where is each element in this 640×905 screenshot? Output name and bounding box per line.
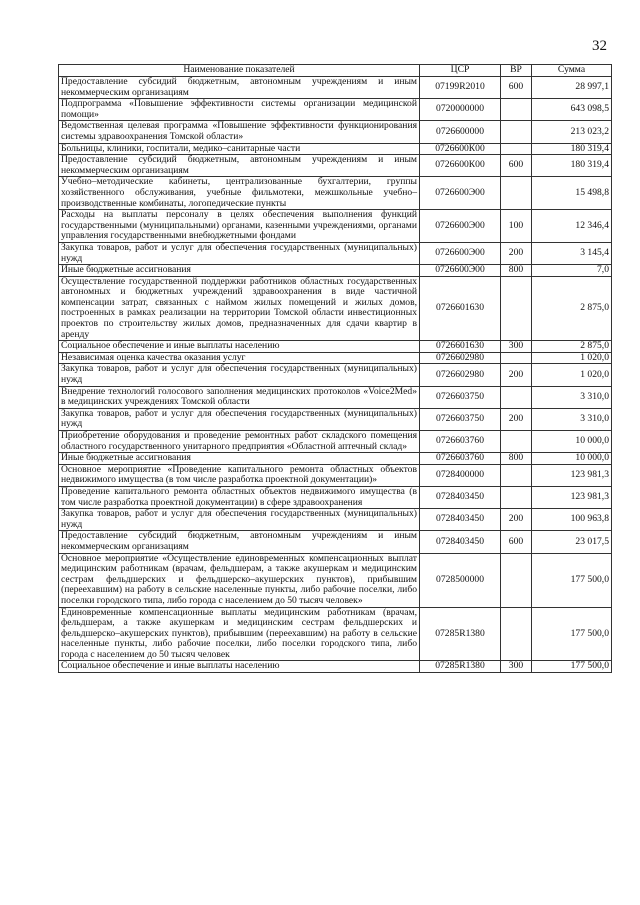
row-vr: 300 <box>501 341 532 353</box>
table-row <box>59 341 612 353</box>
row-csr: 0720000000 <box>420 99 501 121</box>
header-vr: ВР <box>501 65 532 77</box>
row-csr: 0726603750 <box>420 386 501 408</box>
row-vr: 200 <box>501 408 532 430</box>
table-row <box>59 155 612 177</box>
row-name: Иные бюджетные ассигнования <box>59 265 420 277</box>
row-vr <box>501 431 532 453</box>
row-vr: 600 <box>501 77 532 99</box>
header-name: Наименование показателей <box>59 65 420 77</box>
row-csr: 0726601630 <box>420 341 501 353</box>
table-row <box>59 265 612 277</box>
row-vr <box>501 486 532 508</box>
row-sum: 10 000,0 <box>532 453 612 465</box>
table-row <box>59 177 612 210</box>
row-sum: 643 098,5 <box>532 99 612 121</box>
row-name: Социальное обеспечение и иные выплаты населению <box>59 661 420 673</box>
table-header-row <box>59 65 612 77</box>
row-vr: 100 <box>501 210 532 243</box>
row-vr <box>501 607 532 661</box>
row-csr: 07285R1380 <box>420 607 501 661</box>
row-name: Внедрение технологий голосового заполнения медицинских протоколов «Voice2Med» в медицинских учреждениях Томской области <box>59 386 420 408</box>
row-csr: 0728400000 <box>420 464 501 486</box>
row-name: Учебно–методические кабинеты, централизованные бухгалтерии, группы хозяйственного обслуживания, учебные фильмотеки, межшкольные учебно–производственные комбинаты, логопедические пункты <box>59 177 420 210</box>
row-vr <box>501 464 532 486</box>
row-sum: 100 963,8 <box>532 509 612 531</box>
page-number: 32 <box>592 38 607 54</box>
table-row <box>59 607 612 661</box>
row-name: Иные бюджетные ассигнования <box>59 453 420 465</box>
table-row <box>59 77 612 99</box>
row-sum: 123 981,3 <box>532 464 612 486</box>
row-csr: 07199R2010 <box>420 77 501 99</box>
table-row <box>59 352 612 364</box>
row-sum: 10 000,0 <box>532 431 612 453</box>
row-name: Основное мероприятие «Проведение капитального ремонта областных объектов недвижимого имущества (в том числе разработка проектной документации)» <box>59 464 420 486</box>
table-row <box>59 453 612 465</box>
row-name: Больницы, клиники, госпитали, медико–санитарные части <box>59 143 420 155</box>
row-csr: 0728500000 <box>420 553 501 607</box>
row-vr <box>501 177 532 210</box>
row-name: Ведомственная целевая программа «Повышение эффективности функционирования системы здравоохранения Томской области» <box>59 121 420 143</box>
table-row <box>59 431 612 453</box>
row-name: Закупка товаров, работ и услуг для обеспечения государственных (муниципальных) нужд <box>59 364 420 386</box>
row-sum: 177 500,0 <box>532 661 612 673</box>
table-row <box>59 408 612 430</box>
row-sum: 123 981,3 <box>532 486 612 508</box>
row-sum: 12 346,4 <box>532 210 612 243</box>
row-name: Предоставление субсидий бюджетным, автономным учреждениям и иным некоммерческим организациям <box>59 531 420 553</box>
row-vr: 800 <box>501 265 532 277</box>
row-name: Закупка товаров, работ и услуг для обеспечения государственных (муниципальных) нужд <box>59 408 420 430</box>
row-name: Закупка товаров, работ и услуг для обеспечения государственных (муниципальных) нужд <box>59 242 420 264</box>
row-csr: 0726600Э00 <box>420 210 501 243</box>
row-sum: 180 319,4 <box>532 143 612 155</box>
table-row <box>59 464 612 486</box>
table-row <box>59 509 612 531</box>
table-row <box>59 386 612 408</box>
table-row <box>59 531 612 553</box>
row-sum: 180 319,4 <box>532 155 612 177</box>
row-vr <box>501 553 532 607</box>
row-csr: 0726603760 <box>420 453 501 465</box>
row-name: Осуществление государственной поддержки работников областных государственных автономных и бюджетных учреждений здравоохранения в виде частичной компенсации затрат, связанных с наймом жилых помещений и жилых домов, построенных в рамках реализации на территории Томской области инвестиционных проектов по строительству жилых домов, предназначенных для сдачи квартир в аренду <box>59 276 420 341</box>
row-sum: 177 500,0 <box>532 553 612 607</box>
table-row <box>59 143 612 155</box>
row-name: Приобретение оборудования и проведение ремонтных работ складского помещения областного государственного унитарного предприятия «Областной аптечный склад» <box>59 431 420 453</box>
row-csr: 0726601630 <box>420 276 501 341</box>
row-vr <box>501 276 532 341</box>
row-sum: 1 020,0 <box>532 352 612 364</box>
row-name: Проведение капитального ремонта областных объектов недвижимого имущества (в том числе разработка проектной документации) в сфере здравоохранения <box>59 486 420 508</box>
row-csr: 0726600Э00 <box>420 265 501 277</box>
row-csr: 0728403450 <box>420 486 501 508</box>
row-name: Единовременные компенсационные выплаты медицинским работникам (врачам, фельдшерам, а также акушеркам и медицинским сестрам фельдшерских и фельдшерско–акушерских пунктов), прибывшим (переехавшим) на работу в сельские населенные пункты, либо рабочие поселки, либо поселки городского типа, либо города с населением до 50 тысяч человек <box>59 607 420 661</box>
row-sum: 3 145,4 <box>532 242 612 264</box>
table-row <box>59 661 612 673</box>
row-sum: 28 997,1 <box>532 77 612 99</box>
table-row <box>59 99 612 121</box>
row-sum: 2 875,0 <box>532 341 612 353</box>
table-row <box>59 242 612 264</box>
row-csr: 0726600Э00 <box>420 242 501 264</box>
row-name: Подпрограмма «Повышение эффективности системы организации медицинской помощи» <box>59 99 420 121</box>
row-sum: 177 500,0 <box>532 607 612 661</box>
table-row <box>59 364 612 386</box>
row-sum: 3 310,0 <box>532 408 612 430</box>
row-vr <box>501 143 532 155</box>
row-vr: 200 <box>501 509 532 531</box>
row-csr: 0726600К00 <box>420 155 501 177</box>
budget-table <box>58 64 612 673</box>
row-name: Основное мероприятие «Осуществление единовременных компенсационных выплат медицинским работникам (врачам, фельдшерам, а также акушеркам и медицинским сестрам фельдшерских и фельдшерско–акушерских пунктов), прибывшим (переехавшим) на работу в сельские населенные пункты, либо рабочие поселки, либо поселки городского типа, либо города с населением до 50 тысяч человек» <box>59 553 420 607</box>
row-vr: 200 <box>501 364 532 386</box>
row-csr: 0726603760 <box>420 431 501 453</box>
table-row <box>59 121 612 143</box>
row-sum: 7,0 <box>532 265 612 277</box>
row-name: Закупка товаров, работ и услуг для обеспечения государственных (муниципальных) нужд <box>59 509 420 531</box>
row-csr: 07285R1380 <box>420 661 501 673</box>
row-vr <box>501 352 532 364</box>
header-sum: Сумма <box>532 65 612 77</box>
row-csr: 0726602980 <box>420 364 501 386</box>
row-vr <box>501 386 532 408</box>
table-row <box>59 210 612 243</box>
row-csr: 0726602980 <box>420 352 501 364</box>
row-sum: 213 023,2 <box>532 121 612 143</box>
row-csr: 0726600Э00 <box>420 177 501 210</box>
row-csr: 0728403450 <box>420 509 501 531</box>
row-name: Социальное обеспечение и иные выплаты населению <box>59 341 420 353</box>
row-vr: 800 <box>501 453 532 465</box>
row-sum: 3 310,0 <box>532 386 612 408</box>
row-vr <box>501 99 532 121</box>
row-sum: 15 498,8 <box>532 177 612 210</box>
table-row <box>59 553 612 607</box>
row-csr: 0726603750 <box>420 408 501 430</box>
row-vr <box>501 121 532 143</box>
row-sum: 2 875,0 <box>532 276 612 341</box>
table-row <box>59 276 612 341</box>
row-name: Расходы на выплаты персоналу в целях обеспечения выполнения функций государственными (муниципальными) органами, казенными учреждениями, органами управления государственными внебюджетными фондами <box>59 210 420 243</box>
row-vr: 200 <box>501 242 532 264</box>
row-vr: 600 <box>501 531 532 553</box>
row-name: Предоставление субсидий бюджетным, автономным учреждениям и иным некоммерческим организациям <box>59 155 420 177</box>
row-name: Предоставление субсидий бюджетным, автономным учреждениям и иным некоммерческим организациям <box>59 77 420 99</box>
row-csr: 0726600К00 <box>420 143 501 155</box>
row-csr: 0726600000 <box>420 121 501 143</box>
row-sum: 1 020,0 <box>532 364 612 386</box>
header-csr: ЦСР <box>420 65 501 77</box>
row-vr: 600 <box>501 155 532 177</box>
row-sum: 23 017,5 <box>532 531 612 553</box>
row-vr: 300 <box>501 661 532 673</box>
table-row <box>59 486 612 508</box>
row-name: Независимая оценка качества оказания услуг <box>59 352 420 364</box>
row-csr: 0728403450 <box>420 531 501 553</box>
